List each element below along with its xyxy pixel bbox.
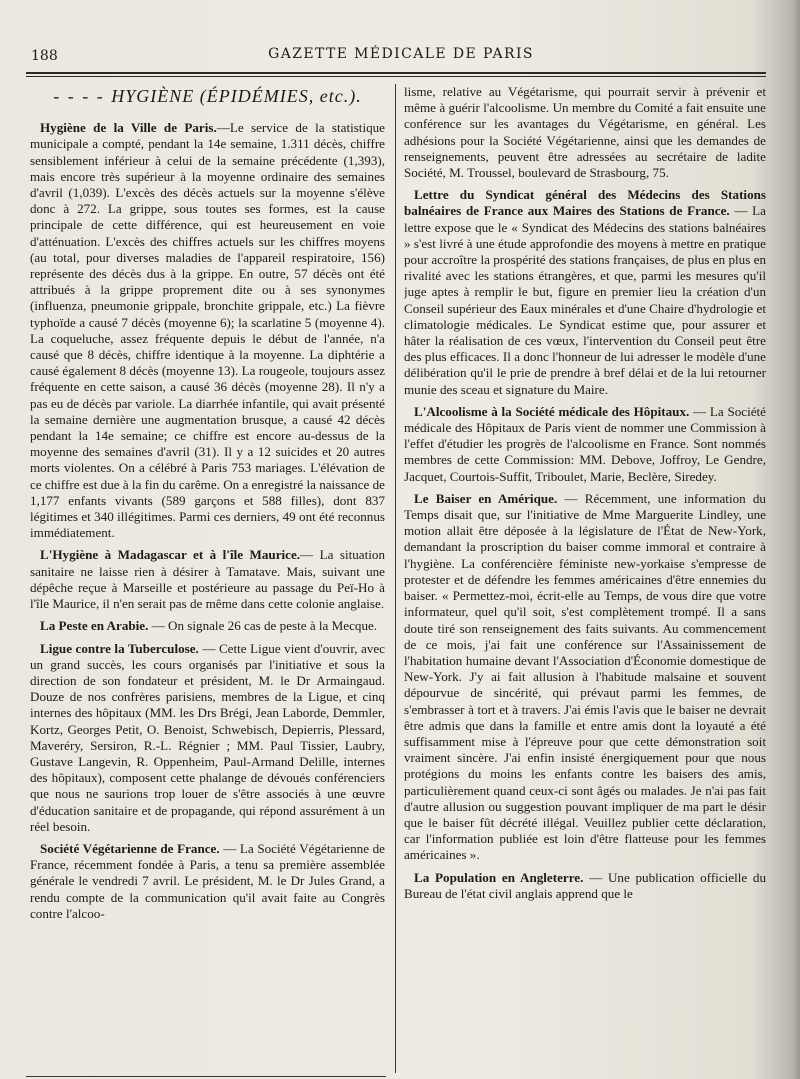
- article-title: Ligue contre la Tuberculose.: [40, 640, 199, 656]
- section-heading-text: HYGIÈNE (ÉPIDÉMIES, etc.).: [111, 86, 362, 106]
- article-body: — La situation sanitaire ne laisse rien à désirer à Tamatave. Mais, suivant une dépêche reçue à Marseille et postérieure au passage du Peï-Ho à l'île Maurice, il n'en serait pas de même dans cette colonie anglaise.: [30, 547, 385, 612]
- article-societe-vegetarienne: [30, 841, 385, 922]
- article-title: L'Alcoolisme à la Société médicale des Hôpitaux.: [414, 403, 690, 419]
- page-number: 188: [31, 48, 58, 64]
- article-body: —Le service de la statistique municipale a compté, pendant la 14e semaine, 1.311 décès, chiffre sensiblement inférieur à celui de la semaine précédente (1,393), mais encore très supérieur à la moyenne ordinaire des semaines d'avril (1,039). L'excès des décès actuels sur la moyenne s'élève donc à 272. La grippe, sous toutes ses formes, est la cause principale de cette différence, qui est heureusement en voie d'atténuation. L'excès des chiffres actuels sur les chiffres moyens (au total, pour diverses maladies de l'appareil respiratoire, 156) représente des décès dus à la grippe. En outre, 57 décès ont été attribués à la grippe proprement dite ou à ses synonymes (influenza, pneumonie grippale, bronchite grippale, etc.) La fièvre typhoïde a causé 7 décès (moyenne 6); la scarlatine 5 (moyenne 4). La coqueluche, assez fréquente depuis le début de l'année, n'a causé que 8 décès, chiffre identique à la moyenne. La diphtérie a causé également 8 décès (moyenne 13). La rougeole, toujours assez fréquente en cette saison, a causé 36 décès (moyenne 28). Il n'y a pas eu de décès par variole. La diarrhée infantile, qui avait présenté la semaine dernière une augmentation brusque, a causé 42 décès pendant la 14e semaine; ce chiffre est encore au-dessus de la moyenne des semaines d'avril (31). Il y a 12 suicides et 20 autres morts violentes. On a célébré à Paris 753 mariages. L'élévation de ce chiffre est due à la fin du carême. On a enregistré la naissance de 1,177 enfants vivants (589 garçons et 588 filles), dont 837 légitimes et 340 illégitimes. Parmi ces derniers, 49 ont été reconnus immédiatement.: [30, 120, 385, 541]
- article-ligue-tuberculose: [30, 641, 385, 835]
- article-body: — La Société Végétarienne de France, récemment fondée à Paris, a tenu sa première assemblée générale le vendredi 7 avril. Le président, M. le Dr Jules Grand, a rendu compte de la communication qu'il avait faite au Congrès contre l'alcoo-: [30, 840, 385, 921]
- right-column: [404, 84, 766, 1075]
- article-title: Le Baiser en Amérique.: [414, 490, 558, 506]
- running-title: GAZETTE MÉDICALE DE PARIS: [268, 46, 534, 62]
- article-paris-hygiene: [30, 120, 385, 541]
- article-body: lisme, relative au Végétarisme, qui pourrait servir à prévenir et même à guérir l'alcoolisme. Un membre du Comité a fait ensuite une conférence sur les avantages du Végétarisme, en général. Les adhésions pour la Société Végétarienne, ainsi que les demandes de renseignements, peuvent être adressées au secrétaire de ladite Société, M. Troussel, boulevard de Strasbourg, 75.: [404, 84, 766, 181]
- article-title: L'Hygiène à Madagascar et à l'île Maurice.: [40, 547, 301, 563]
- page-header: [26, 44, 776, 70]
- header-rule: [26, 72, 766, 74]
- header-rule-thin: [26, 76, 766, 77]
- article-body: — Une publication officielle du Bureau de l'état civil anglais apprend que le: [404, 869, 766, 901]
- article-madagascar: [30, 547, 385, 612]
- article-body: — La lettre expose que le « Syndicat des Médecins des stations balnéaires » s'est livré à une étude approfondie des moyens à mettre en pratique pour accroître la prospérité des stations françaises, de plus en plus en rivalité avec les stations étrangères, et que, parmi les mesures qu'il juge aptes à remplir le but, figure en premier lieu la création d'un Conseil supérieur des Eaux minérales et d'une Chaire d'hydrologie et climatologie médicales. Le Syndicat estime que, pour assurer et hâter la réalisation de ces vœux, l'intervention du Conseil peut être des plus efficaces. Il a donc l'honneur de lui adresser le modèle d'une délibération qu'il le prie de prendre à bref délai et de la lui retourner munie des sceau et signature du Maire.: [404, 203, 766, 397]
- footer-rule: [26, 1076, 386, 1077]
- article-title: Société Végétarienne de France.: [40, 840, 220, 856]
- article-body: — Cette Ligue vient d'ouvrir, avec un grand succès, les cours organisés par l'initiative et sous la direction de son fondateur et président, M. le Dr Armaingaud. Douze de nos confrères parisiens, membres de la Ligue, et cinq internes des hôpitaux (MM. les Drs Brégi, Jean Laborde, Demmler, Kortz, Georges Petit, O. Benoist, Schwebisch, Depierris, Plessard, Maveréry, Sersiron, R.-L. Régnier ; MM. Paul Tissier, Laubry, Gustave Langevin, R. Oppenheim, Paul-Armand Delille, internes des hôpitaux), composent cette phalange de dévoués conférenciers que nous ne saurions trop louer de s'être associés à une œuvre d'éducation sanitaire et de propagande, qui répond assurément à un réel besoin.: [30, 640, 385, 834]
- article-syndicat-stations: [404, 187, 766, 398]
- article-title: La Peste en Arabie.: [40, 618, 149, 634]
- article-peste-arabie: [30, 618, 385, 634]
- article-body: — Récemment, une information du Temps disait que, sur l'initiative de Mme Marguerite Lindley, une motion allait être déposée à la législature de l'État de New-York, demandant la proscription du baiser comme immoral et contraire à l'hygiène. La conférencière féministe new-yorkaise s'empresse de protester et de défendre les femmes américaines d'être ennemies du baiser. « Permettez-moi, écrit-elle au Temps, de vous dire que votre informateur, quel qu'il soit, s'est complètement trompé. Il a sans doute tiré son renseignement des faits suivants. Au commencement de ce mois, j'ai fait une conférence sur l'Assainissement de l'habitation humaine devant l'Association d'Économie domestique de New-York. J'y ai fait allusion à l'habitude malsaine et souvent dépourvue de sincérité, qui prévaut parmi les femmes, de s'embrasser à tort et à travers. J'ai émis l'avis que le baiser ne devrait être admis que dans la famille et entre amis dont la loyauté a été suffisamment mise à l'épreuve pour que cette démonstration soit vraiment sincère. J'ai enfin insisté énergiquement pour que nous protégions du moins les enfants contre les baisers des amis, particulièrement quand ceux-ci sont âgés ou malades. Je n'ai pas fait d'autre allusion ou suggestion pouvant impliquer de ma part le désir que le baiser fût décrété illégal. Veuillez publier cette déclaration, car l'information publiée est loin d'être flatteuse pour les femmes américaines ».: [404, 490, 766, 863]
- article-title: La Population en Angleterre.: [414, 869, 584, 885]
- article-body: — La Société médicale des Hôpitaux de Paris vient de nommer une Commission à l'effet d'étudier les progrès de l'alcoolisme en France. Sont nommés membres de cette Commission: MM. Debove, Joffroy, Le Gendre, Jacquet, Courtois-Suffit, Triboulet, Marie, Beclère, Siredey.: [404, 403, 766, 484]
- article-baiser-amerique: [404, 491, 766, 864]
- article-title: Hygiène de la Ville de Paris.: [40, 120, 217, 136]
- column-divider: [395, 84, 396, 1073]
- article-body: — On signale 26 cas de peste à la Mecque.: [148, 618, 378, 634]
- article-vegetarienne-continued: [404, 84, 766, 181]
- left-column: [30, 84, 385, 1075]
- article-title: Lettre du Syndicat général des Médecins des Stations balnéaires de France aux Maires des Stations de France.: [404, 187, 766, 219]
- article-alcoolisme: [404, 404, 766, 485]
- section-heading: - - - - HYGIÈNE (ÉPIDÉMIES, etc.).: [53, 86, 362, 106]
- article-population-angleterre: [404, 870, 766, 902]
